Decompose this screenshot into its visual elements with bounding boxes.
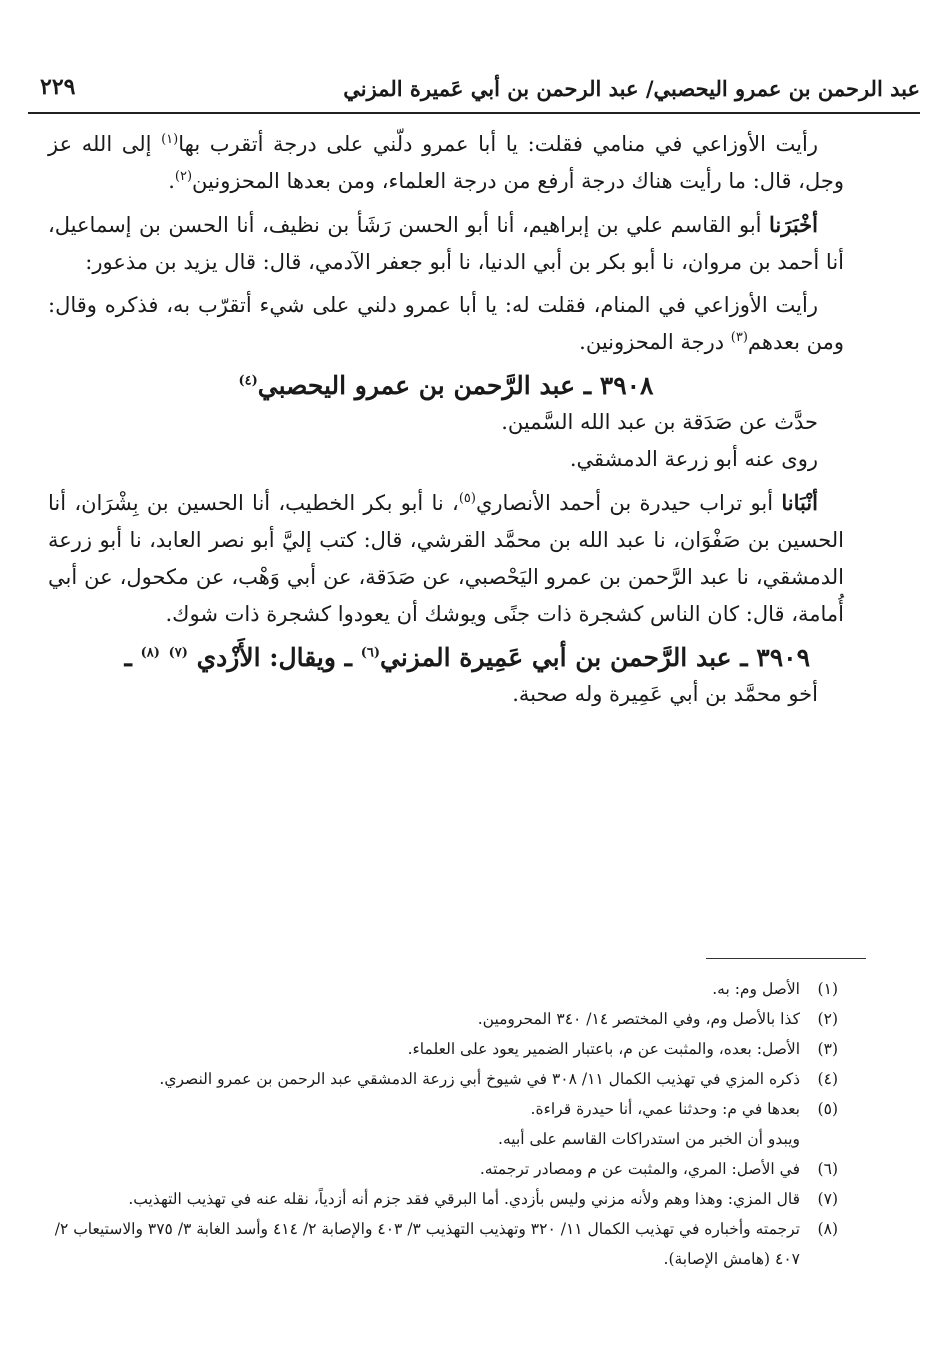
paragraph-text: ، نا أبو بكر الخطيب، أنا الحسين بن بِشْرَان، أنا الحسين بن صَفْوَان، نا عبد الله بن محمَّد القرشي، قال: كتب إليَّ أبو نصر العابد، نا أبو زرعة الدمشقي، نا عبد الرَّحمن بن عمرو اليَحْصبي، عن صَدَقة، عن أبي وَهْب، عن مكحول، عن أبي أُمامة، قال: كان الناس كشجرة ذات جنًى ويوشك أن يعودوا كشجرة ذات شوك. — [48, 491, 844, 626]
footnote-text: قال المزي: وهذا وهم ولأنه مزني وليس بأزدي. أما البرقي فقد جزم أنه أزدياً، نقله عنه في تهذيب التهذيب. — [128, 1190, 800, 1208]
paragraph-dream-2 — [48, 287, 844, 361]
entry-heading-3909 — [48, 639, 810, 676]
footnote-text: ويبدو أن الخبر من استدراكات القاسم على أبيه. — [498, 1130, 800, 1148]
isnad-keyword: أخْبَرَنا — [769, 212, 818, 237]
footnote-5 — [32, 1094, 838, 1154]
paragraph-text: رأيت الأوزاعي في منامي فقلت: يا أبا عمرو دلّني على درجة أتقرب بها — [178, 132, 818, 156]
entry-line: روى عنه أبو زرعة الدمشقي. — [569, 447, 818, 471]
footnote-rule — [706, 958, 866, 959]
paragraph-text: إلى الله عز وجل، قال: ما رأيت هناك درجة أرفع من درجة العلماء، ومن بعدها المحزونين — [48, 132, 844, 193]
footnote-7 — [32, 1184, 838, 1214]
footnotes — [32, 974, 838, 1274]
footnote-text: ترجمته وأخباره في تهذيب الكمال ١١/ ٣٢٠ وتهذيب التهذيب ٣/ ٤٠٣ والإصابة ٢/ ٤١٤ وأسد الغابة ٣/ ٣٧٥ والاستيعاب ٢/ ٤٠٧ (هامش الإصابة). — [54, 1220, 800, 1268]
entry-heading-3908 — [48, 367, 844, 404]
paragraph-isnad-2 — [48, 484, 844, 633]
footnote-text: كذا بالأصل وم، وفي المختصر ١٤/ ٣٤٠ المحرومين. — [477, 1010, 800, 1028]
footnote-ref-6: (٦) — [360, 645, 380, 661]
footnote-ref-7: (٧) — [168, 645, 188, 661]
paragraph-text: أبو القاسم علي بن إبراهيم، أنا أبو الحسن رَشَأ بن نظيف، أنا الحسن بن إسماعيل، أنا أحمد بن مروان، نا أبو بكر بن أبي الدنيا، نا أبو جعفر الآدمي، قال: قال يزيد بن مذعور: — [48, 213, 844, 274]
entry-line: حدَّث عن صَدَقة بن عبد الله السَّمين. — [501, 410, 818, 434]
entry-title: ـ — [124, 643, 141, 672]
footnote-ref-1: (١) — [161, 132, 179, 147]
running-title: عبد الرحمن بن عمرو اليحصبي/ عبد الرحمن بن أبي عَميرة المزني — [343, 76, 920, 101]
paragraph-text: درجة المحزونين. — [579, 330, 731, 354]
entry-line: أخو محمَّد بن أبي عَمِيرة وله صحبة. — [512, 682, 818, 706]
footnote-number: (٣) — [817, 1040, 838, 1058]
isnad-keyword: أنْبَانا — [781, 490, 818, 515]
page-number: ٢٢٩ — [40, 74, 76, 100]
main-text — [48, 126, 844, 713]
paragraph-text: رأيت الأوزاعي في المنام، فقلت له: يا أبا عمرو دلني على شيء أتقرّب به، فذكره وقال: ومن بعدهم — [48, 293, 844, 354]
footnote-ref-8: (٨) — [140, 645, 160, 661]
paragraph-text: أبو تراب حيدرة بن أحمد الأنصاري — [475, 491, 782, 515]
footnote-number: (١) — [817, 980, 838, 998]
footnote-1 — [32, 974, 838, 1004]
footnote-8 — [32, 1214, 838, 1274]
entry-title: ٣٩٠٨ ـ عبد الرَّحمن بن عمرو اليحصبي — [257, 371, 654, 400]
paragraph-text: . — [168, 169, 175, 193]
footnote-text: بعدها في م: وحدثنا عمي، أنا حيدرة قراءة. — [530, 1100, 800, 1118]
footnote-number: (٦) — [817, 1160, 838, 1178]
footnote-ref-5: (٥) — [458, 491, 476, 506]
footnote-text: الأصل: بعده، والمثبت عن م، باعتبار الضمير يعود على العلماء. — [407, 1040, 800, 1058]
footnote-text: في الأصل: المري، والمثبت عن م ومصادر ترجمته. — [479, 1160, 800, 1178]
paragraph-isnad-1 — [48, 206, 844, 281]
footnote-number: (٢) — [817, 1010, 838, 1028]
footnote-6 — [32, 1154, 838, 1184]
footnote-ref-4: (٤) — [238, 373, 258, 389]
footnote-ref-3: (٣) — [730, 330, 748, 345]
footnote-4 — [32, 1064, 838, 1094]
paragraph-dream-1 — [48, 126, 844, 200]
footnote-number: (٤) — [817, 1070, 838, 1088]
entry-title: ـ ويقال: الأَزْدي — [196, 643, 361, 672]
footnote-3 — [32, 1034, 838, 1064]
entry-title: ٣٩٠٩ ـ عبد الرَّحمن بن أبي عَمِيرة المزني — [380, 643, 810, 672]
footnote-number: (٨) — [817, 1220, 838, 1238]
footnote-text: الأصل وم: به. — [712, 980, 800, 998]
footnote-number: (٥) — [817, 1100, 838, 1118]
footnote-ref-2: (٢) — [174, 169, 193, 184]
page-header — [30, 70, 920, 110]
footnote-number: (٧) — [817, 1190, 838, 1208]
header-rule — [28, 112, 920, 114]
footnote-text: ذكره المزي في تهذيب الكمال ١١/ ٣٠٨ في شيوخ أبي زرعة الدمشقي عبد الرحمن بن عمرو النصري. — [159, 1070, 800, 1088]
footnote-2 — [32, 1004, 838, 1034]
